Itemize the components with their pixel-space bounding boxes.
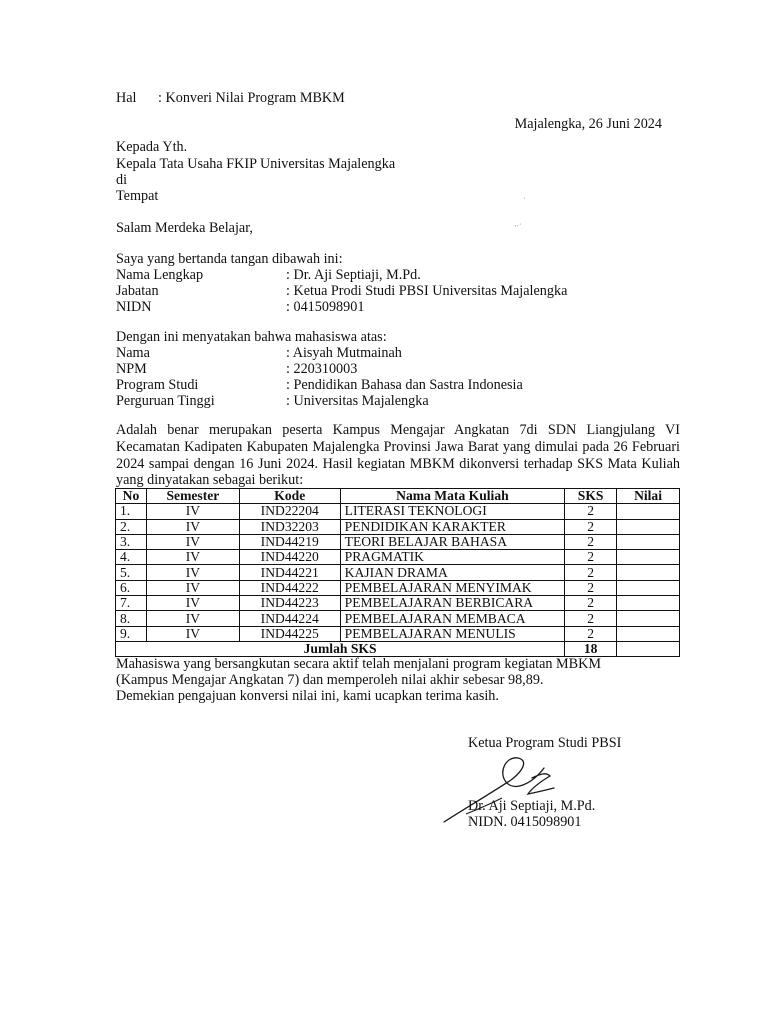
row-semester: IV <box>146 534 239 549</box>
greeting: Salam Merdeka Belajar, <box>116 220 253 236</box>
row-semester: IV <box>146 596 239 611</box>
row-no: 4. <box>116 550 147 565</box>
row-sks: 2 <box>565 611 617 626</box>
row-nilai <box>617 519 680 534</box>
row-kode: IND22204 <box>239 504 340 519</box>
row-semester: IV <box>146 626 239 641</box>
place-date: Majalengka, 26 Juni 2024 <box>514 116 662 132</box>
closing-line-3: Demekian pengajuan konversi nilai ini, kami ucapkan terima kasih. <box>116 688 499 704</box>
row-semester: IV <box>146 580 239 595</box>
row-nama: PEMBELAJARAN MENULIS <box>340 626 565 641</box>
recipient-line-1: Kepada Yth. <box>116 139 188 155</box>
signer-field-value: : Dr. Aji Septiaji, M.Pd. <box>286 267 421 283</box>
row-no: 8. <box>116 611 147 626</box>
closing-line-1: Mahasiswa yang bersangkutan secara aktif telah menjalani program kegiatan MBKM <box>116 656 601 672</box>
row-kode: IND44223 <box>239 596 340 611</box>
row-nilai <box>617 611 680 626</box>
table-row <box>116 596 680 611</box>
table-row <box>116 534 680 549</box>
table-total-row <box>116 641 680 656</box>
recipient-line-2: Kepala Tata Usaha FKIP Universitas Majalengka <box>116 156 396 172</box>
row-kode: IND44225 <box>239 626 340 641</box>
row-kode: IND44222 <box>239 580 340 595</box>
row-nilai <box>617 596 680 611</box>
student-field-row <box>0 393 768 410</box>
signer-field-label: Nama Lengkap <box>116 267 204 283</box>
col-header-semester: Semester <box>146 489 239 504</box>
student-field-value: : Aisyah Mutmainah <box>286 345 402 361</box>
signer-field-label: NIDN <box>116 299 152 315</box>
student-field-value: : 220310003 <box>286 361 358 377</box>
row-nama: PEMBELAJARAN BERBICARA <box>340 596 565 611</box>
signer-intro: Saya yang bertanda tangan dibawah ini: <box>116 251 343 267</box>
student-field-label: Nama <box>116 345 150 361</box>
student-field-label: Perguruan Tinggi <box>116 393 215 409</box>
row-no: 2. <box>116 519 147 534</box>
subject-value: : Konveri Nilai Program MBKM <box>158 90 345 106</box>
col-header-no: No <box>116 489 147 504</box>
signature-name: Dr. Aji Septiaji, M.Pd. <box>468 798 596 814</box>
row-nilai <box>617 580 680 595</box>
recipient-line-3: di <box>116 172 128 188</box>
table-row <box>116 519 680 534</box>
row-nama: PEMBELAJARAN MENYIMAK <box>340 580 565 595</box>
signer-field-row <box>0 283 768 300</box>
signer-field-row <box>0 299 768 316</box>
signer-field-row <box>0 267 768 284</box>
signature-title: Ketua Program Studi PBSI <box>468 735 622 751</box>
row-kode: IND32203 <box>239 519 340 534</box>
row-nama: TEORI BELAJAR BAHASA <box>340 534 565 549</box>
row-kode: IND44219 <box>239 534 340 549</box>
row-sks: 2 <box>565 565 617 580</box>
closing-line-2: (Kampus Mengajar Angkatan 7) dan memperoleh nilai akhir sebesar 98,89. <box>116 672 544 688</box>
scan-speck: ·ˑ˙ <box>514 222 522 231</box>
scan-speck: ˙ <box>523 196 526 205</box>
row-nilai <box>617 550 680 565</box>
student-field-row <box>0 377 768 394</box>
table-header-row <box>116 489 680 504</box>
row-semester: IV <box>146 565 239 580</box>
col-header-sks: SKS <box>565 489 617 504</box>
row-semester: IV <box>146 504 239 519</box>
row-nilai <box>617 626 680 641</box>
row-nilai <box>617 565 680 580</box>
total-label: Jumlah SKS <box>116 641 565 656</box>
table-row <box>116 565 680 580</box>
signer-field-label: Jabatan <box>116 283 159 299</box>
subject-label: Hal <box>116 90 137 106</box>
col-header-nilai: Nilai <box>617 489 680 504</box>
row-nilai <box>617 504 680 519</box>
row-nama: PRAGMATIK <box>340 550 565 565</box>
student-field-value: : Universitas Majalengka <box>286 393 429 409</box>
table-row <box>116 580 680 595</box>
total-nilai <box>617 641 680 656</box>
row-sks: 2 <box>565 504 617 519</box>
student-field-label: Program Studi <box>116 377 199 393</box>
recipient-line-4: Tempat <box>116 188 159 204</box>
row-nama: PEMBELAJARAN MEMBACA <box>340 611 565 626</box>
row-semester: IV <box>146 611 239 626</box>
row-nama: KAJIAN DRAMA <box>340 565 565 580</box>
row-semester: IV <box>146 550 239 565</box>
row-sks: 2 <box>565 534 617 549</box>
student-field-row <box>0 345 768 362</box>
col-header-kode: Kode <box>239 489 340 504</box>
table-row <box>116 550 680 565</box>
row-sks: 2 <box>565 626 617 641</box>
row-sks: 2 <box>565 596 617 611</box>
student-intro: Dengan ini menyatakan bahwa mahasiswa atas: <box>116 329 387 345</box>
body-paragraph: Adalah benar merupakan peserta Kampus Mengajar Angkatan 7di SDN Liangjulang VI Kecamatan Kadipaten Kabupaten Majalengka Provinsi Jawa Barat yang dimulai pada 26 Februari 2024 sampai dengan 16 Juni 2024. Hasil kegiatan MBKM dikonversi terhadap SKS Mata Kuliah yang dinyatakan sebagai berikut: <box>116 422 680 489</box>
row-sks: 2 <box>565 580 617 595</box>
total-value: 18 <box>565 641 617 656</box>
table-row <box>116 504 680 519</box>
row-nilai <box>617 534 680 549</box>
row-no: 3. <box>116 534 147 549</box>
row-nama: LITERASI TEKNOLOGI <box>340 504 565 519</box>
row-kode: IND44224 <box>239 611 340 626</box>
signer-field-value: : 0415098901 <box>286 299 365 315</box>
row-no: 5. <box>116 565 147 580</box>
row-no: 7. <box>116 596 147 611</box>
signature-nidn: NIDN. 0415098901 <box>468 814 582 830</box>
table-row <box>116 626 680 641</box>
row-no: 1. <box>116 504 147 519</box>
row-sks: 2 <box>565 550 617 565</box>
row-semester: IV <box>146 519 239 534</box>
student-field-label: NPM <box>116 361 147 377</box>
col-header-nama: Nama Mata Kuliah <box>340 489 565 504</box>
row-kode: IND44220 <box>239 550 340 565</box>
table-row <box>116 611 680 626</box>
row-nama: PENDIDIKAN KARAKTER <box>340 519 565 534</box>
row-no: 6. <box>116 580 147 595</box>
student-field-row <box>0 361 768 378</box>
signer-field-value: : Ketua Prodi Studi PBSI Universitas Majalengka <box>286 283 568 299</box>
row-sks: 2 <box>565 519 617 534</box>
row-kode: IND44221 <box>239 565 340 580</box>
course-conversion-table <box>115 488 680 657</box>
student-field-value: : Pendidikan Bahasa dan Sastra Indonesia <box>286 377 523 393</box>
row-no: 9. <box>116 626 147 641</box>
